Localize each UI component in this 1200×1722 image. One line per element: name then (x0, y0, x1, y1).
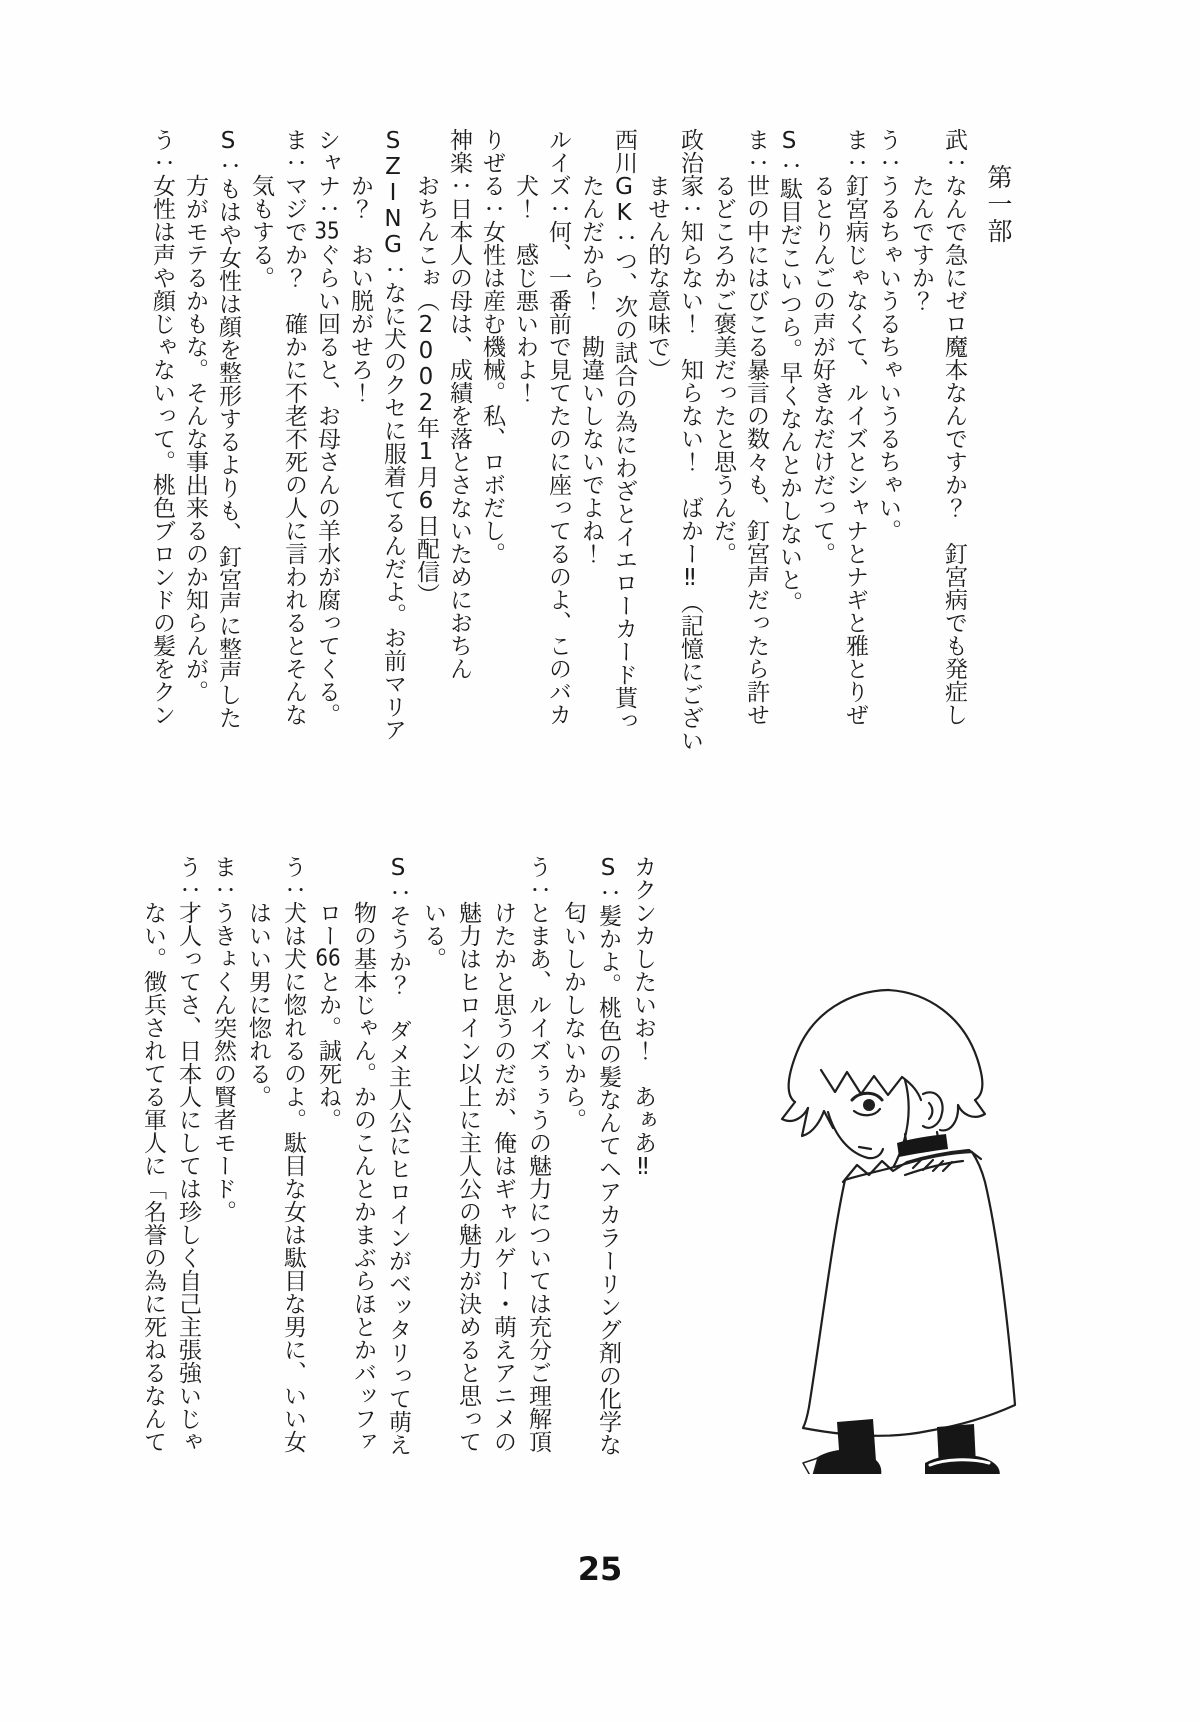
text-column: か？ おい脱がせろ！ (347, 174, 373, 404)
text-column: 神楽：日本人の母は、成績を落とさないためにおちん (446, 128, 472, 680)
text-column: 西川GK：つ、次の試合の為にわざとイエローカード貰っ (611, 128, 637, 732)
upper-text-block (145, 128, 1015, 760)
text-column: たんだから！ 勘違いしないでよね！ (578, 174, 604, 565)
character-illustration (685, 862, 1020, 1474)
text-column: S：もはや女性は顔を整形するよりも、釘宮声に整声した (215, 128, 241, 729)
text-column: ロー66とか。誠死ね。 (315, 901, 341, 1131)
text-column: 気もする。 (248, 174, 274, 289)
text-column: S：駄目だこいつら。早くなんとかしないと。 (776, 128, 802, 614)
text-column: りぜる：女性は産む機械。私、ロボだし。 (479, 128, 505, 565)
text-column: おちんこぉ（2002年1月6日配信） (413, 174, 439, 606)
text-column: S：髪かよ。桃色の髪なんてヘアカラーリング剤の化学な (595, 855, 621, 1456)
text-column: う：女性は声や顔じゃないって。桃色ブロンドの髪をクン (149, 128, 175, 726)
text-column: 方がモテるかもな。そんな事出来るのか知らんが。 (182, 174, 208, 703)
text-column: るどころかご褒美だったと思うんだ。 (710, 174, 736, 565)
text-column: はいい男に惚れる。 (245, 901, 271, 1108)
text-column: るとりんごの声が好きなだけだって。 (809, 174, 835, 565)
text-column: う：うるちゃいうるちゃいうるちゃい。 (875, 128, 901, 542)
text-column: ま：世の中にはびこる暴言の数々も、釘宮声だったら許せ (743, 128, 769, 726)
text-column: う：才人ってさ、日本人にしては珍しく自己主張強いじゃ (175, 855, 201, 1453)
text-column: う：とまあ、ルイズぅぅうの魅力については充分ご理解頂 (525, 855, 551, 1453)
page-number: 25 (577, 1550, 623, 1588)
text-column: けたかと思うのだが、俺はギャルゲー・萌えアニメの (490, 901, 516, 1453)
text-column: いる。 (420, 901, 446, 970)
text-column: 政治家：知らない！ 知らない！ ばかー‼（記憶にござい (677, 128, 703, 752)
text-column: ま：うきょくん突然の賢者モード。 (210, 855, 236, 1223)
text-column: 匂いしかしないから。 (560, 901, 586, 1131)
text-column: シャナ：35ぐらい回ると、お母さんの羊水が腐ってくる。 (314, 128, 340, 726)
text-column: ルイズ：何、一番前で見てたのに座ってるのよ、このバカ (545, 128, 571, 726)
text-column: 犬！ 感じ悪いわよ！ (512, 174, 538, 404)
text-column: ま：釘宮病じゃなくて、ルイズとシャナとナギと雅とりぜ (842, 128, 868, 726)
text-column: 物の基本じゃん。かのこんとかまぶらほとかバッファ (350, 901, 376, 1453)
text-column: ない。徴兵されてる軍人に「名誉の為に死ねるなんて (140, 901, 166, 1453)
text-column: ま：マジでか？ 確かに不老不死の人に言われるとそんな (281, 128, 307, 726)
text-column: SZING：なに犬のクセに服着てるんだよ。お前マリア (380, 128, 406, 741)
section-heading: 第一部 (984, 164, 1013, 245)
text-column: 魅力はヒロイン以上に主人公の魅力が決めると思って (455, 901, 481, 1453)
text-column: ません的な意味で） (644, 174, 670, 381)
text-column: カクンカしたいお！ あぁあ‼ (630, 855, 656, 1180)
text-column: たんですか？ (908, 174, 934, 312)
text-column: S：そうか？ ダメ主人公にヒロインがベッタリって萌え (385, 855, 411, 1456)
text-column: う：犬は犬に惚れるのよ。駄目な女は駄目な男に、いい女 (280, 855, 306, 1453)
lower-text-block (135, 855, 660, 1495)
text-column: 武：なんで急にゼロ魔本なんですか？ 釘宮病でも発症し (941, 128, 967, 726)
